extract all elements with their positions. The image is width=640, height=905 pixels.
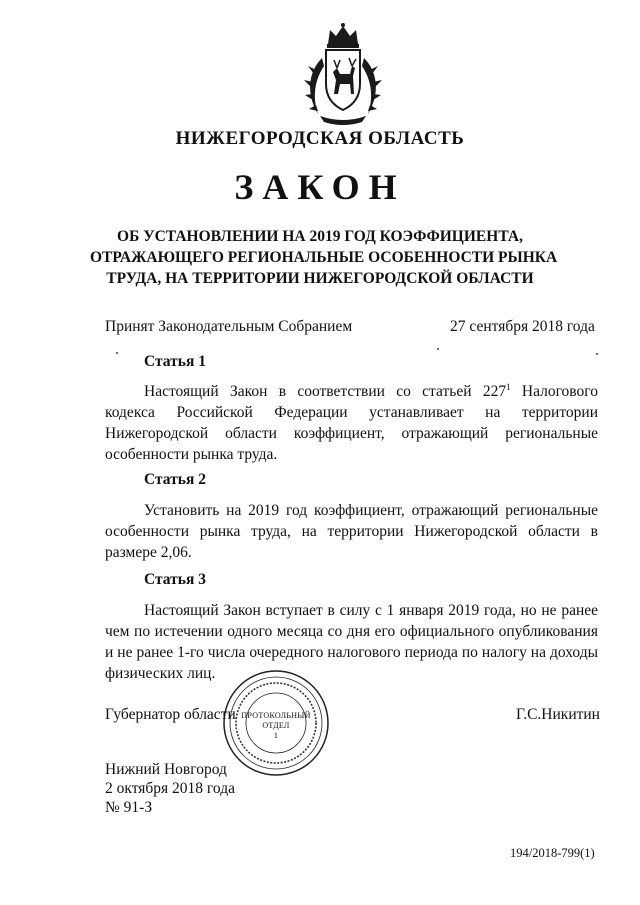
signatory-position: Губернатор области	[105, 706, 236, 723]
signing-place-date	[105, 760, 235, 817]
registration-number: 194/2018-799(1)	[510, 846, 595, 860]
region-title: НИЖЕГОРОДСКАЯ ОБЛАСТЬ	[175, 128, 465, 149]
document-type-title: ЗАКОН	[234, 167, 406, 207]
scan-speck	[437, 348, 439, 350]
stamp-line-1: ПРОТОКОЛЬНЫЙ	[241, 711, 311, 720]
signing-city: Нижний Новгород	[105, 761, 227, 778]
adoption-date: 27 сентября 2018 года	[450, 318, 595, 335]
coat-of-arms-emblem	[300, 22, 386, 126]
law-subject-line-3: ТРУДА, НА ТЕРРИТОРИИ НИЖЕГОРОДСКОЙ ОБЛАСТИ	[106, 270, 534, 287]
scan-speck	[116, 352, 118, 354]
article-1-text	[105, 381, 598, 465]
article-2-paragraph: Установить на 2019 год коэффициент, отражающий региональные особенности рынка труда, на территории Нижегородской области в размере 2,06.	[105, 502, 598, 561]
stamp-text	[236, 711, 316, 741]
article-2-text	[105, 500, 598, 563]
article-1-text-end: Налогового кодекса Российской Федерации устанавливает на территории Нижегородской области коэффициент, отражающий региональные особенности рынка труда.	[105, 383, 598, 463]
article-1-text-start: Настоящий Закон в соответствии со статьей 227	[144, 383, 507, 400]
law-number: № 91-З	[105, 799, 153, 816]
stamp-line-3: 1	[273, 731, 279, 740]
scan-speck	[596, 353, 598, 355]
law-subject-line-1: ОБ УСТАНОВЛЕНИИ НА 2019 ГОД КОЭФФИЦИЕНТА,	[117, 228, 523, 245]
article-3-paragraph: Настоящий Закон вступает в силу с 1 января 2019 года, но не ранее чем по истечении одного месяца со дня его официального опубликования и не ранее 1-го числа очередного налогового периода по налогу на доходы физических лиц.	[105, 602, 598, 682]
article-superscript: 1	[506, 381, 511, 392]
article-3-heading: Статья 3	[144, 571, 206, 588]
law-subject-title	[90, 226, 558, 289]
signing-date: 2 октября 2018 года	[105, 780, 235, 797]
signatory-name: Г.С.Никитин	[516, 706, 600, 723]
stamp-line-2: ОТДЕЛ	[262, 721, 290, 730]
article-3-text	[105, 600, 598, 684]
article-1-heading: Статья 1	[144, 353, 206, 370]
adopted-by: Принят Законодательным Собранием	[105, 318, 353, 335]
article-2-heading: Статья 2	[144, 471, 206, 488]
law-subject-line-2: ОТРАЖАЮЩЕГО РЕГИОНАЛЬНЫЕ ОСОБЕННОСТИ РЫНКА	[90, 249, 558, 266]
